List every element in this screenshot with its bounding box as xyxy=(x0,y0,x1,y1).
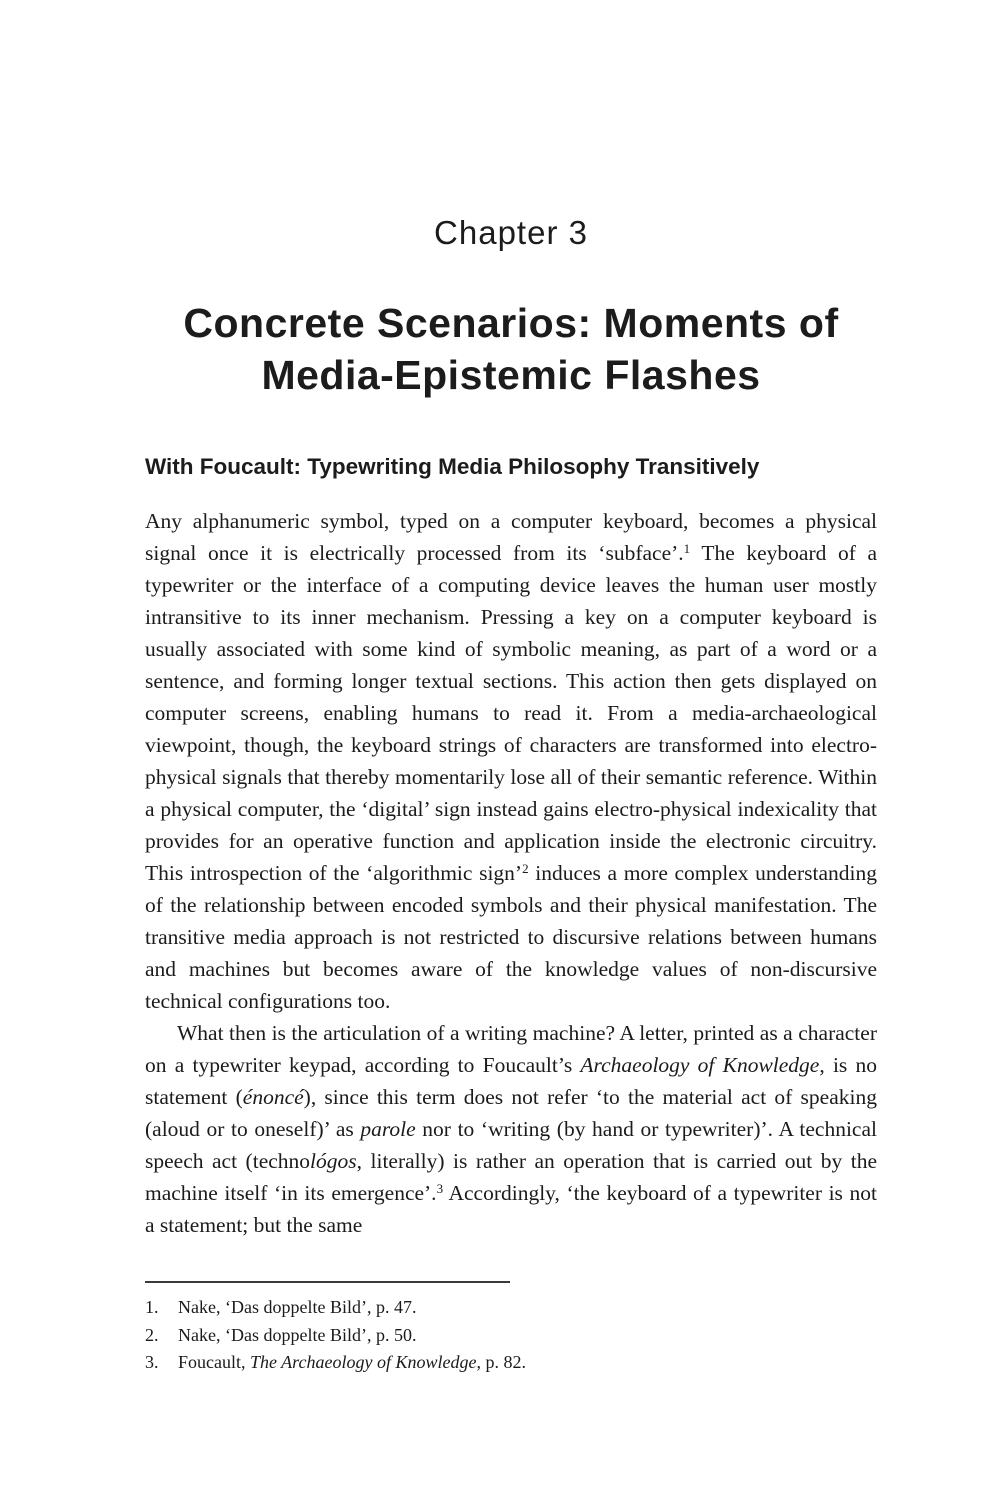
body-paragraphs xyxy=(145,505,877,1241)
text-segment: , p. 82. xyxy=(476,1352,526,1372)
text-segment: , literally) is rather an operation that is carried out by the machine itself ‘in its emergence’. xyxy=(145,1149,877,1205)
text-segment: Any alphanumeric symbol, typed on a computer keyboard, becomes a physical signal once it is electrically processed from its ‘subface’. xyxy=(145,509,877,565)
footnote-text xyxy=(178,1322,877,1350)
chapter-title-line: Concrete Scenarios: Moments of xyxy=(183,300,839,346)
chapter-label: Chapter 3 xyxy=(434,214,588,251)
footnote-marker: 3 xyxy=(436,1181,444,1196)
text-segment: Nake, ‘Das doppelte Bild’, p. 50. xyxy=(178,1324,417,1345)
text-segment: induces a more complex understanding of the relationship between encoded symbols and their physical manifestation. The transitive media approach is not restricted to discursive relations between humans and machines but becomes aware of the knowledge values of non-discursive technical configurations too. xyxy=(145,861,877,1013)
footnote-marker: 1 xyxy=(683,541,691,556)
section-heading: With Foucault: Typewriting Media Philosophy Transitively xyxy=(145,454,760,479)
italic-text: énoncé xyxy=(242,1085,304,1109)
footnote-marker: 2 xyxy=(522,861,529,876)
text-segment: The keyboard of a typewriter or the interface of a computing device leaves the human user mostly intransitive to its inner mechanism. Pressing a key on a computer keyboard is usually associated with some kind of symbolic meaning, as part of a word or a sentence, and forming longer textual sections. This action then gets displayed on computer screens, enabling humans to read it. From a media-archaeological viewpoint, though, the keyboard strings of characters are transformed into electro-physical signals that thereby momentarily lose all of their semantic reference. Within a physical computer, the ‘digital’ sign instead gains electro-physical indexicality that provides for an operative function and application inside the electronic circuitry. This introspection of the ‘algorithmic sign’ xyxy=(145,541,877,885)
chapter-title xyxy=(145,297,877,401)
footnote-number: 3. xyxy=(145,1352,159,1372)
footnote-number: 1. xyxy=(145,1297,159,1317)
text-segment: , is no statement ( xyxy=(145,1053,877,1109)
text-segment: Accordingly, ‘the keyboard of a typewriter is not a statement; but the same xyxy=(145,1181,877,1237)
text-segment: What then is the articulation of a writing machine? A letter, printed as a character on a typewriter keypad, according to Foucault’s xyxy=(145,1021,877,1077)
text-segment: Nake, ‘Das doppelte Bild’, p. 47. xyxy=(178,1297,417,1317)
footnote-text xyxy=(178,1294,877,1322)
italic-text: The Archaeology of Knowledge xyxy=(250,1352,477,1372)
footnote-text xyxy=(178,1349,877,1377)
footnote-item xyxy=(145,1322,877,1350)
text-segment: ), since this term does not refer ‘to the material act of speaking (aloud or to oneself)’ as xyxy=(145,1085,877,1141)
footnote-list xyxy=(145,1294,877,1377)
italic-text: parole xyxy=(360,1117,416,1141)
footnote-number: 2. xyxy=(145,1324,159,1345)
paragraph xyxy=(145,505,877,1017)
italic-text: Archaeology of Knowledge xyxy=(580,1053,820,1077)
text-segment: Foucault, xyxy=(178,1352,250,1372)
italic-text: lógos xyxy=(310,1149,357,1173)
footnote-item xyxy=(145,1349,877,1377)
footnote-divider xyxy=(145,1281,510,1283)
footnote-item xyxy=(145,1294,877,1322)
chapter-title-line: Media-Epistemic Flashes xyxy=(261,352,761,398)
text-segment: nor to ‘writing (by hand or typewriter)’. A technical speech act (techno xyxy=(145,1117,877,1173)
paragraph xyxy=(145,1017,877,1241)
